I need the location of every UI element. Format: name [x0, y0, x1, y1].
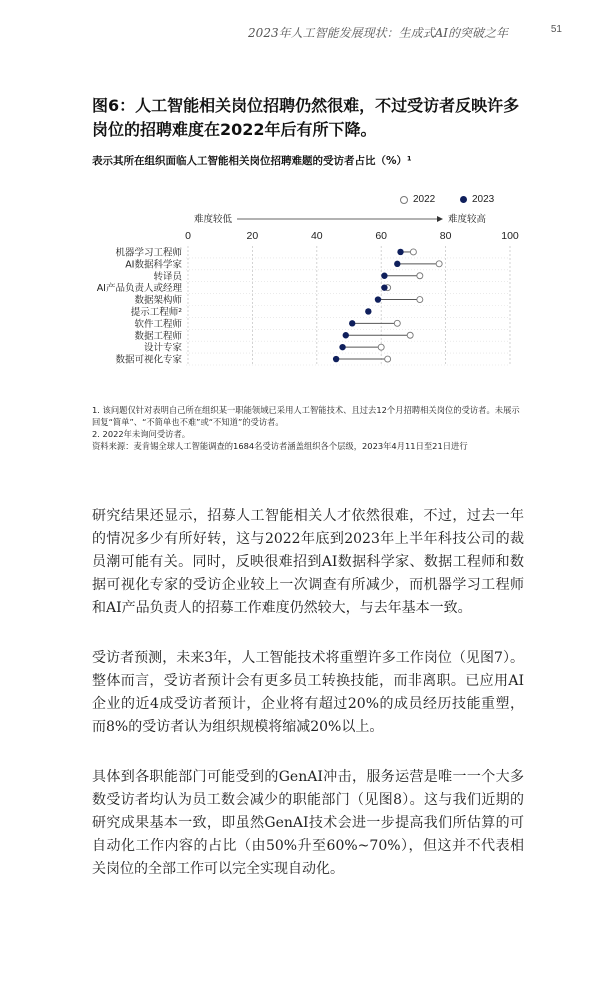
- direction-label-low: 难度较低: [193, 214, 232, 225]
- legend-open-circle-icon: [400, 196, 408, 204]
- running-header: 2023年人工智能发展现状：生成式AI的突破之年: [248, 26, 508, 40]
- x-tick-label-60: 60: [375, 230, 388, 242]
- legend-filled-circle-icon: [460, 196, 467, 203]
- category-label: AI数据科学家: [125, 259, 182, 271]
- category-label: 提示工程师²: [130, 306, 182, 318]
- point-2022: [417, 273, 423, 279]
- point-2022: [417, 297, 423, 303]
- point-2023: [365, 308, 371, 314]
- x-tick-label-100: 100: [501, 230, 519, 242]
- point-2023: [381, 273, 387, 279]
- point-2022: [378, 344, 384, 350]
- direction-arrow-head: [437, 216, 443, 222]
- point-2022: [385, 356, 391, 362]
- x-tick-label-0: 0: [185, 230, 191, 242]
- paragraph-2: 受访者预测，未来3年，人工智能技术将重塑许多工作岗位（见图7）。整体而言，受访者预计会有更多员工转换技能，而非离职。已应用AI企业的近4成受访者预计，企业将有超过20%的成员经历技能重塑，而8%的受访者认为组织规模将缩减20%以上。: [92, 650, 524, 735]
- page-number: 51: [550, 24, 562, 35]
- point-2022: [394, 320, 400, 326]
- legend-item-2022: [400, 194, 435, 205]
- dot-plot-chart: [0, 208, 600, 393]
- point-2023: [339, 344, 345, 350]
- point-2023: [394, 261, 400, 267]
- category-label: 设计专家: [143, 342, 182, 354]
- note-1: 1. 该问题仅针对表明自己所在组织某一职能领域已采用人工智能技术、且过去12个月招聘相关岗位的受访者。未展示回复“简单”、“不简单也不难”或“不知道”的受访者。: [92, 405, 520, 427]
- legend-label-2023: 2023: [472, 194, 495, 205]
- figure-notes: [92, 404, 522, 452]
- chart-legend: [400, 194, 550, 208]
- category-label: 数据工程师: [134, 330, 182, 342]
- x-tick-label-40: 40: [310, 230, 323, 242]
- paragraph-1: 研究结果还显示，招募人工智能相关人才依然很难，不过，过去一年的情况多少有所好转，这与2022年底到2023年上半年科技公司的裁员潮可能有关。同时，反映很难招到AI数据科学家、数据工程师和数据可视化专家的受访企业较上一次调查有所减少，而机器学习工程师和AI产品负责人的招募工作难度仍然较大，与去年基本一致。: [92, 508, 524, 616]
- category-label: 数据可视化专家: [115, 354, 182, 366]
- point-2023: [397, 249, 403, 255]
- point-2023: [381, 284, 387, 290]
- x-tick-label-20: 20: [246, 230, 259, 242]
- point-2023: [375, 296, 381, 302]
- source-note: 资料来源：麦肯锡全球人工智能调查的1684名受访者涵盖组织各个层级，2023年4月11日至21日进行: [92, 441, 468, 451]
- point-2022: [407, 332, 413, 338]
- category-label: 软件工程师: [134, 318, 182, 330]
- point-2022: [410, 249, 416, 255]
- category-label: 机器学习工程师: [115, 247, 182, 259]
- chart-subtitle: 表示其所在组织面临人工智能相关岗位招聘难题的受访者占比（%）¹: [92, 155, 412, 167]
- category-label: 数据架构师: [134, 295, 182, 307]
- point-2023: [343, 332, 349, 338]
- legend-label-2022: 2022: [413, 194, 436, 205]
- direction-label-high: 难度较高: [448, 214, 487, 225]
- category-label: AI产品负责人或经理: [96, 283, 182, 295]
- point-2022: [436, 261, 442, 267]
- note-2: 2. 2022年未询问受访者。: [92, 429, 191, 439]
- category-label: 转译员: [153, 271, 182, 283]
- figure-title: 图6：人工智能相关岗位招聘仍然很难，不过受访者反映许多岗位的招聘难度在2022年后有所下降。: [92, 96, 520, 139]
- point-2023: [349, 320, 355, 326]
- legend-item-2023: [460, 194, 494, 205]
- x-tick-label-80: 80: [439, 230, 452, 242]
- point-2023: [333, 356, 339, 362]
- paragraph-3: 具体到各职能部门可能受到的GenAI冲击，服务运营是唯一一个大多数受访者均认为员工数会减少的职能部门（见图8）。这与我们近期的研究成果基本一致，即虽然GenAI技术会进一步提高我们所估算的可自动化工作内容的占比（由50%升至60%~70%），但这并不代表相关岗位的全部工作可以完全实现自动化。: [92, 769, 524, 877]
